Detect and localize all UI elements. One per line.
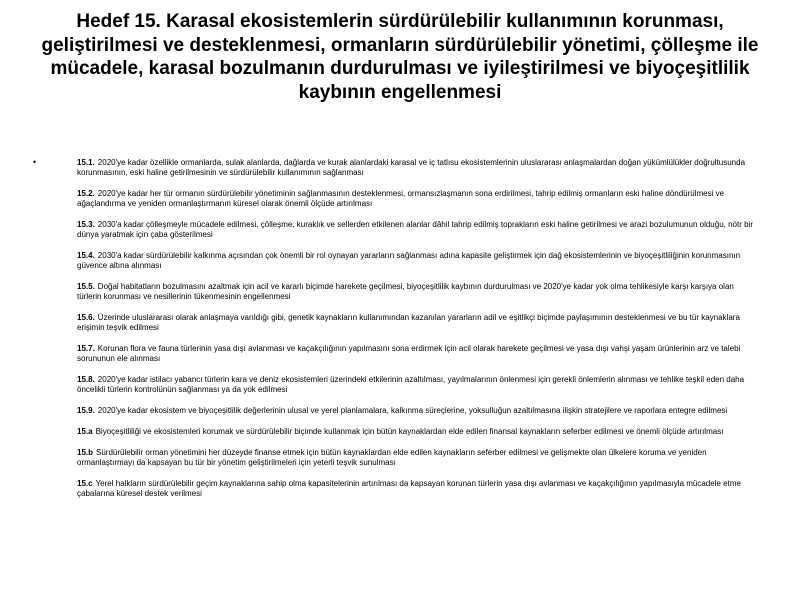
target-text: Sürdürülebilir orman yönetimini her düzeyde finanse etmek için bütün kaynaklardan elde edilen kaynakların seferber edilmesi ve gelişmekte olan ülkelere koruma ve yeniden ormanlaştırmayı da kapsayan bu tür bir yönetim geliştirilmeleri için yeterli teşvik sunulması: [77, 448, 707, 467]
target-15-c: [77, 479, 757, 499]
target-code: 15.2.: [77, 189, 95, 198]
target-15-7: [77, 344, 757, 364]
target-15-1: [77, 158, 757, 178]
target-15-9: [77, 406, 757, 416]
target-15-5: [77, 282, 757, 302]
target-15-4: [77, 251, 757, 271]
target-15-8: [77, 375, 757, 395]
target-text: 2020'ye kadar istilacı yabancı türlerin kara ve deniz ekosistemleri üzerindeki etkilerinin azaltılması, yayılmalarının önlenmesi için gerekli önlemlerin alınması ve tehlike teşkil eden daha öncelikli türlerin kontrolünün sağlanması ya da yok edilmesi: [77, 375, 745, 394]
target-text: 2030'a kadar sürdürülebilir kalkınma açısından çok önemli bir rol oynayan yararların sağlanması adına kapasite geliştirmek için dağ ekosistemlerinin ve biyoçeşitliliğinin korunmasının güvence altına alınması: [77, 251, 741, 270]
target-code: 15.7.: [77, 344, 95, 353]
target-15-6: [77, 313, 757, 333]
target-15-b: [77, 448, 757, 468]
target-text: Üzerinde uluslararası olarak anlaşmaya varıldığı gibi, genetik kaynakların kullanımından kazanılan yararların adil ve eşitlikçi biçimde paylaşımının desteklenmesi ve bu tür kaynaklara erişimin teşvik edilmesi: [77, 313, 740, 332]
target-code: 15.c: [77, 479, 93, 488]
target-text: Doğal habitatların bozulmasını azaltmak için acil ve kararlı biçimde harekete geçilmesi, biyoçeşitlilik kaybının durdurulması ve 2020'ye kadar yok olma tehlikesiyle karşı karşıya olan türlerin korunması ve nesillerinin tükenmesinin engellenmesi: [77, 282, 734, 301]
target-code: 15.9.: [77, 406, 95, 415]
target-text: Biyoçeşitliliği ve ekosistemleri korumak ve sürdürülebilir biçimde kullanmak için bütün kaynaklardan elde edilen finansal kaynakların seferber edilmesi ve önemli ölçüde artırılması: [95, 427, 724, 436]
target-code: 15.a: [77, 427, 93, 436]
target-text: 2020'ye kadar her tür ormanın sürdürülebilir yönetiminin sağlanmasının desteklenmesi, ormansızlaşmanın sona erdirilmesi, tahrip edilmiş ormanların eski haline döndürülmesi ve ağaçlandırma ve yeniden ormanlaştırmanın küresel olarak önemli ölçüde artırılması: [77, 189, 725, 208]
target-text: Korunan flora ve fauna türlerinin yasa dışı avlanması ve kaçakçılığının yapılmasını sona erdirmek için acil olarak harekete geçilmesi ve yasa dışı vahşi yaşam ürünlerinin arz ve talebi sorununun ele alınması: [77, 344, 741, 363]
slide-title: Hedef 15. Karasal ekosistemlerin sürdürülebilir kullanımının korunması, geliştirilmesi ve desteklenmesi, ormanların sürdürülebilir yönetimi, çölleşme ile mücadele, karasal bozulmanın durdurulması ve iyileştirilmesi ve biyoçeşitlilik kaybının engellenmesi: [41, 11, 759, 103]
target-15-2: [77, 189, 757, 209]
target-code: 15.4.: [77, 251, 95, 260]
target-text: 2030'a kadar çölleşmeyle mücadele edilmesi, çölleşme, kuraklık ve sellerden etkilenen alanlar dâhil tahrip edilmiş toprakların eski haline getirilmesi ve arazi bozulumunun olduğu, nötr bir dünya yaratmak için çaba gösterilmesi: [77, 220, 753, 239]
target-code: 15.1.: [77, 158, 95, 167]
target-text: 2020'ye kadar ekosistem ve biyoçeşitlilik değerlerinin ulusal ve yerel planlamalara, kalkınma süreçlerine, yoksulluğun azaltılmasına ilişkin stratejilere ve raporlara entegre edilmesi: [97, 406, 728, 415]
target-code: 15.5.: [77, 282, 95, 291]
bullet-icon: •: [33, 157, 37, 167]
target-code: 15.3.: [77, 220, 95, 229]
target-code: 15.8.: [77, 375, 95, 384]
target-list: [77, 158, 757, 510]
target-15-3: [77, 220, 757, 240]
target-code: 15.6.: [77, 313, 95, 322]
target-text: Yerel halkların sürdürülebilir geçim kaynaklarına sahip olma kapasitelerinin artırılması da kapsayan korunan türlerin yasa dışı avlanması ve kaçakçılığının yapılmasıyla mücadele etme çabalarına küresel destek verilmesi: [77, 479, 741, 498]
target-text: 2020'ye kadar özellikle ormanlarda, sulak alanlarda, dağlarda ve kurak alanlardaki karasal ve iç tatlısu ekosistemlerinin uluslararası anlaşmalardan doğan yükümlülükler doğrultusunda korunmasının, eski haline getirilmesinin ve sürdürülebilir kullanımının sağlanması: [77, 158, 746, 177]
target-15-a: [77, 427, 757, 437]
target-code: 15.b: [77, 448, 94, 457]
